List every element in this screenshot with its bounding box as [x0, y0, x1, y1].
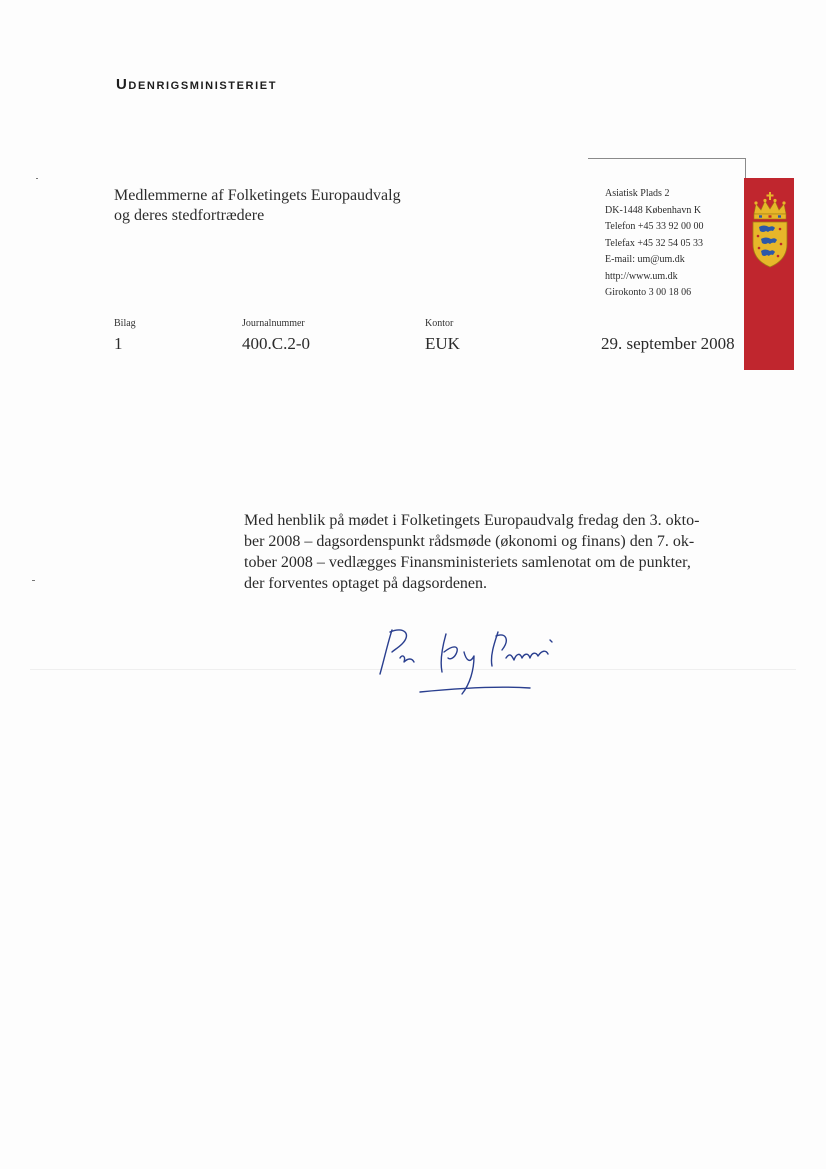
- letter-date: 29. september 2008: [601, 334, 735, 353]
- recipient-block: [114, 186, 401, 226]
- address-street: Asiatisk Plads 2: [605, 188, 670, 199]
- address-city: DK-1448 København K: [605, 204, 702, 216]
- address-phone: Telefon +45 33 92 00 00: [605, 221, 704, 232]
- handwritten-signature: [370, 622, 570, 704]
- header-rule-tick: [745, 158, 746, 178]
- bilag-label: Bilag: [114, 318, 136, 329]
- office-value: EUK: [425, 334, 460, 353]
- journal-value: 400.C.2-0: [242, 334, 310, 353]
- address-web: http://www.um.dk: [605, 270, 678, 282]
- address-giro: Girokonto 3 00 18 06: [605, 287, 692, 298]
- journal-label: Journalnummer: [242, 318, 305, 329]
- body-line: der forventes optaget på dagsordenen.: [244, 575, 488, 592]
- address-email: E-mail: um@um.dk: [605, 254, 685, 265]
- address-fax: Telefax +45 32 54 05 33: [605, 237, 703, 249]
- header-rule: [588, 158, 745, 159]
- brand-red-band: [744, 178, 794, 370]
- recipient-line: Medlemmerne af Folketingets Europaudvalg: [114, 187, 401, 204]
- ministry-name: Udenrigsministeriet: [116, 76, 278, 93]
- office-label: Kontor: [425, 318, 454, 329]
- sender-address: [605, 186, 704, 302]
- body-line: Med henblik på mødet i Folketingets Europaudvalg fredag den 3. okto-: [244, 512, 700, 529]
- margin-mark: [36, 178, 38, 179]
- body-line: ber 2008 – dagsordenspunkt rådsmøde (økonomi og finans) den 7. ok-: [244, 533, 695, 550]
- bilag-value: 1: [114, 334, 123, 353]
- body-line: tober 2008 – vedlægges Finansministeriets samlenotat om de punkter,: [244, 554, 691, 571]
- margin-mark: [32, 580, 35, 581]
- danish-coat-of-arms-icon: [750, 192, 790, 268]
- letter-body: [244, 510, 736, 594]
- recipient-line: og deres stedfortrædere: [114, 207, 265, 224]
